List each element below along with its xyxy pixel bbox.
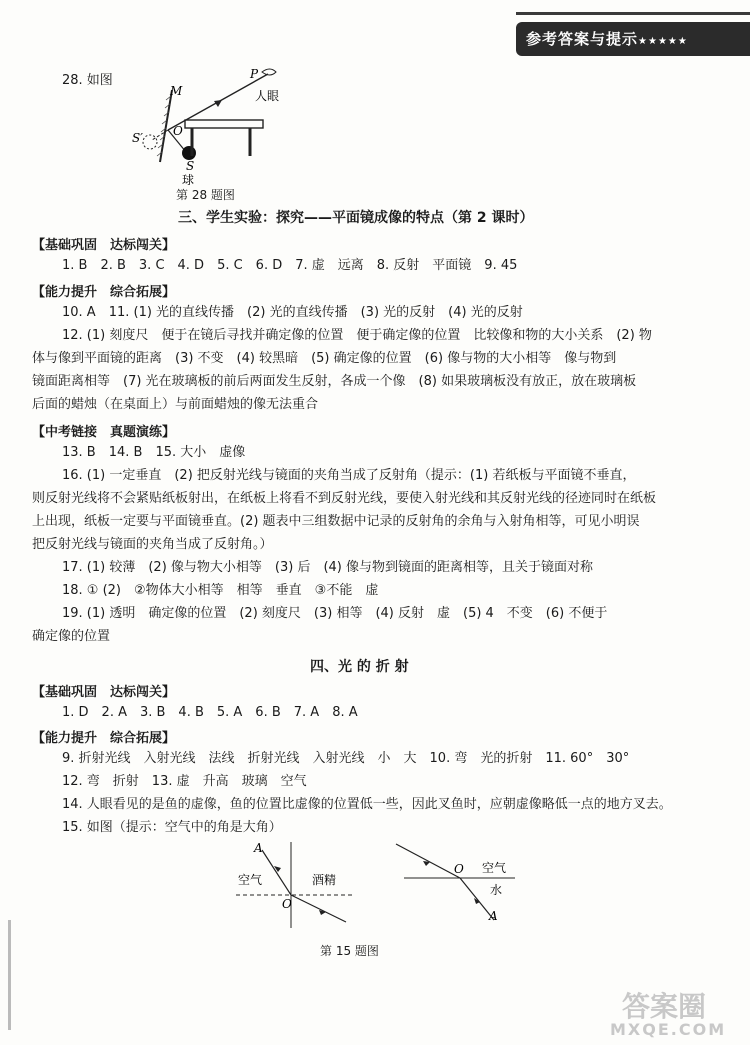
ball: [182, 146, 196, 160]
refracted-ray: [291, 895, 346, 922]
watermark-logo: 答案圈: [622, 990, 707, 1023]
section3-bracket1: 【基础巩固 达标闯关】: [32, 238, 176, 253]
q28-label: 28. 如图: [62, 73, 113, 88]
label-s-prime: S′: [132, 131, 143, 145]
s4-line4: 14. 人眼看见的是鱼的虚像，鱼的位置比虚像的位置低一些，因此叉鱼时，应朝虚像略低一点的地方叉去。: [62, 797, 672, 812]
s3-line4: 体与像到平面镜的距离 (3) 不变 (4) 较黑暗 (5) 确定像的位置 (6) 像与物的大小相等 像与物到: [32, 351, 617, 366]
mirror-line: [160, 90, 172, 162]
label-o: O: [173, 124, 183, 138]
s3-line12: 17. (1) 较薄 (2) 像与物大小相等 (3) 后 (4) 像与物到镜面的距离相等，且关于镜面对称: [62, 560, 593, 575]
s3-line13: 18. ① (2) ②物体大小相等 相等 垂直 ③不能 虚: [62, 583, 379, 598]
label-air: 空气: [238, 873, 263, 887]
label-m: M: [170, 84, 183, 98]
s3-line2: 10. A 11. (1) 光的直线传播 (2) 光的直线传播 (3) 光的反射 (4) 光的反射: [62, 305, 523, 320]
label-p: P: [250, 67, 259, 81]
eye-icon: [262, 69, 276, 75]
label-s: S: [186, 159, 195, 173]
label-o: O: [282, 897, 292, 911]
left-edge-bar: [8, 920, 11, 1030]
virtual-image: [143, 135, 157, 149]
header-title-text: 参考答案与提示: [526, 30, 639, 48]
s3-line3: 12. (1) 刻度尺 便于在镜后寻找并确定像的位置 便于确定像的位置 比较像和物的大小关系 (2) 物: [62, 328, 652, 343]
incident-ray: [396, 844, 460, 878]
s3-line14: 19. (1) 透明 确定像的位置 (2) 刻度尺 (3) 相等 (4) 反射 虚 (5) 4 不变 (6) 不便于: [62, 606, 608, 621]
section3-bracket3: 【中考链接 真题演练】: [32, 425, 176, 440]
s3-line9: 则反射光线将不会紧贴纸板射出，在纸板上将看不到反射光线，要使入射光线和其反射光线的径迹同时在纸板: [32, 491, 657, 506]
section4-bracket1: 【基础巩固 达标闯关】: [32, 685, 176, 700]
q15-caption: 第 15 题图: [320, 944, 379, 958]
label-eye: 人眼: [255, 89, 280, 103]
s3-line5: 镜面距离相等 (7) 光在玻璃板的前后两面发生反射，各成一个像 (8) 如果玻璃板没有放正，放在玻璃板: [32, 374, 637, 389]
label-a: A: [489, 909, 498, 923]
mirror-hatch: [157, 96, 171, 156]
s3-line15: 确定像的位置: [32, 629, 111, 644]
section4-bracket2: 【能力提升 综合拓展】: [32, 731, 176, 746]
s3-line7: 13. B 14. B 15. 大小 虚像: [62, 445, 246, 460]
table-top: [185, 120, 263, 128]
s3-line1: 1. B 2. B 3. C 4. D 5. C 6. D 7. 虚 远离 8. 反射 平面镜 9. 45: [62, 258, 518, 273]
section3-bracket2: 【能力提升 综合拓展】: [32, 285, 176, 300]
label-a: A: [254, 841, 263, 855]
s4-line2: 9. 折射光线 入射光线 法线 折射光线 入射光线 小 大 10. 弯 光的折射 11. 60° 30°: [62, 751, 630, 766]
header-title: [526, 28, 688, 49]
s3-line6: 后面的蜡烛（在桌面上）与前面蜡烛的像无法重合: [32, 397, 319, 412]
virtual-ray: [152, 130, 168, 140]
s3-line11: 把反射光线与镜面的夹角当成了反射角。）: [32, 537, 273, 552]
s4-line1: 1. D 2. A 3. B 4. B 5. A 6. B 7. A 8. A: [62, 705, 358, 720]
q15-figure-left: [228, 840, 358, 930]
section3-title: 三、学生实验：探究——平面镜成像的特点（第 2 课时）: [178, 210, 534, 226]
label-ball: 球: [182, 173, 195, 187]
s4-line3: 12. 弯 折射 13. 虚 升高 玻璃 空气: [62, 774, 307, 789]
incident-ray: [262, 850, 291, 895]
s3-line10: 上出现，纸板一定要与平面镜垂直。(2) 题表中三组数据中记录的反射角的余角与入射角相等，可见小明误: [32, 514, 640, 529]
label-air: 空气: [482, 861, 507, 875]
q15-figure-right: [390, 840, 520, 930]
header-rule: [516, 12, 750, 15]
q28-caption: 第 28 题图: [176, 188, 235, 202]
q28-figure: [130, 62, 280, 187]
header-stars: ★★★★★: [638, 36, 688, 47]
label-water: 水: [490, 883, 503, 897]
watermark-url: MXQE.COM: [610, 1020, 727, 1039]
s4-line5: 15. 如图（提示：空气中的角是大角）: [62, 820, 282, 835]
label-o: O: [454, 862, 464, 876]
label-alcohol: 酒精: [312, 873, 337, 887]
s3-line8: 16. (1) 一定垂直 (2) 把反射光线与镜面的夹角当成了反射角（提示：(1) 若纸板与平面镜不垂直，: [62, 468, 636, 483]
section4-title: 四、光 的 折 射: [310, 659, 409, 675]
